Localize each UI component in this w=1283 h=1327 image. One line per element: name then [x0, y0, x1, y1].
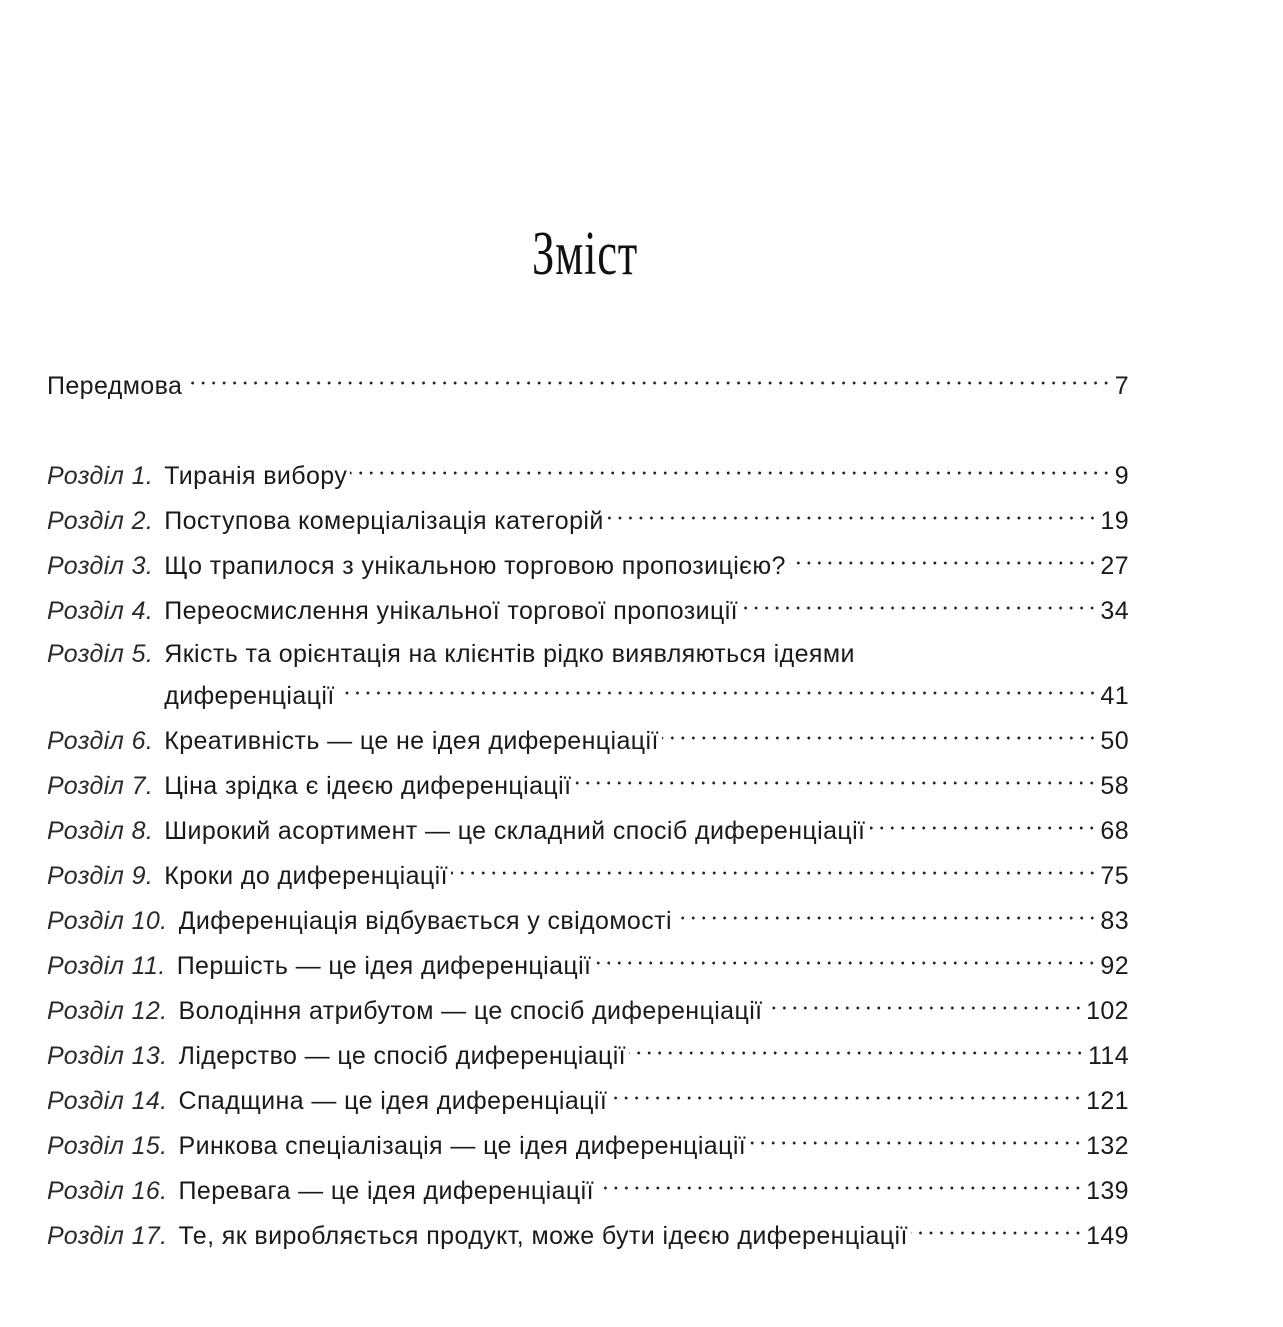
chapter-title: Поступова комерціалізація категорій: [164, 507, 604, 535]
chapter-label: Розділ 9.: [47, 862, 154, 890]
chapter-label: Розділ 6.: [47, 727, 154, 755]
toc-entry-chapter-7[interactable]: [47, 764, 1129, 809]
chapter-title: Те, як виробляється продукт, може бути ідеєю диференціації: [178, 1222, 908, 1250]
dot-leader: [675, 913, 1097, 923]
toc-entry-chapter-8[interactable]: [47, 809, 1129, 854]
chapter-label: Розділ 7.: [47, 772, 154, 800]
toc-entry-chapter-14[interactable]: [47, 1079, 1129, 1124]
chapter-title: Тиранія вибору: [164, 462, 348, 490]
table-of-contents: [47, 364, 1129, 1259]
chapter-page: 121: [1086, 1087, 1129, 1115]
chapter-title: Кроки до диференціації: [164, 862, 448, 890]
chapter-page: 27: [1100, 552, 1129, 580]
toc-entry-chapter-1[interactable]: [47, 454, 1129, 499]
chapter-page: 9: [1114, 462, 1129, 490]
dot-leader: [594, 958, 1097, 968]
dot-leader: [574, 778, 1097, 788]
chapter-title: Ціна зрідка є ідеєю диференціації: [164, 772, 572, 800]
dot-leader: [350, 468, 1111, 478]
dot-leader: [741, 603, 1097, 613]
dot-leader: [911, 1228, 1083, 1238]
toc-entry-chapter-3[interactable]: [47, 544, 1129, 589]
chapter-title: Володіння атрибутом — це спосіб диференціації: [178, 997, 763, 1025]
chapter-title: Спадщина — це ідея диференціації: [178, 1087, 608, 1115]
toc-entry-chapter-15[interactable]: [47, 1124, 1129, 1169]
dot-leader: [597, 1183, 1083, 1193]
chapter-title: Першість — це ідея диференціації: [176, 952, 592, 980]
toc-entry-chapter-4[interactable]: [47, 589, 1129, 634]
chapter-label: Розділ 14.: [47, 1087, 168, 1115]
chapter-title-line-1: Якість та орієнтація на клієнтів рідко виявляються ідеями: [164, 640, 855, 668]
dot-leader: [607, 513, 1098, 523]
chapter-label: Розділ 4.: [47, 597, 154, 625]
chapter-page: 19: [1100, 507, 1129, 535]
chapter-label: Розділ 16.: [47, 1177, 168, 1205]
dot-leader: [766, 1003, 1084, 1013]
chapter-page: 132: [1086, 1132, 1129, 1160]
chapter-page: 34: [1100, 597, 1129, 625]
chapter-page: 139: [1086, 1177, 1129, 1205]
chapter-label: Розділ 13.: [47, 1042, 168, 1070]
chapter-title-line-2: диференціації: [164, 682, 335, 710]
chapter-page: 83: [1100, 907, 1129, 935]
chapter-label: Розділ 15.: [47, 1132, 168, 1160]
chapter-page: 75: [1100, 862, 1129, 890]
dot-leader: [789, 558, 1098, 568]
toc-entry-chapter-16[interactable]: [47, 1169, 1129, 1214]
page-title: Зміст: [532, 220, 638, 288]
toc-entry-chapter-17[interactable]: [47, 1214, 1129, 1259]
toc-entry-chapter-2[interactable]: [47, 499, 1129, 544]
toc-entry-chapter-6[interactable]: [47, 719, 1129, 764]
toc-entry-chapter-5-line-1[interactable]: [47, 634, 1129, 674]
toc-entry-chapter-9[interactable]: [47, 854, 1129, 899]
dot-leader: [629, 1048, 1085, 1058]
chapter-title: Що трапилося з унікальною торговою пропозицією?: [164, 552, 786, 580]
chapter-page: 102: [1086, 997, 1129, 1025]
chapter-title: Перевага — це ідея диференціації: [178, 1177, 594, 1205]
dot-leader: [749, 1138, 1083, 1148]
dot-leader: [338, 688, 1098, 698]
chapter-title: Диференціація відбувається у свідомості: [178, 907, 672, 935]
chapter-page: 58: [1100, 772, 1129, 800]
chapter-title: Лідерство — це спосіб диференціації: [178, 1042, 627, 1070]
chapter-page: 149: [1086, 1222, 1129, 1250]
chapter-label: Розділ 2.: [47, 507, 154, 535]
toc-entry-preface[interactable]: [47, 364, 1129, 409]
toc-entry-page: 7: [1114, 372, 1129, 400]
chapter-title: Креативність — це не ідея диференціації: [164, 727, 659, 755]
chapter-label: Розділ 1.: [47, 462, 154, 490]
chapter-label: Розділ 12.: [47, 997, 168, 1025]
toc-entry-chapter-13[interactable]: [47, 1034, 1129, 1079]
dot-leader: [451, 868, 1097, 878]
chapter-label: Розділ 5.: [47, 640, 154, 668]
chapter-title: Переосмислення унікальної торгової пропозиції: [164, 597, 739, 625]
chapter-label: Розділ 3.: [47, 552, 154, 580]
dot-leader: [662, 733, 1098, 743]
chapter-page: 92: [1100, 952, 1129, 980]
chapter-label: Розділ 11.: [47, 952, 166, 980]
chapter-page: 50: [1100, 727, 1129, 755]
chapter-title: Широкий асортимент — це складний спосіб диференціації: [164, 817, 866, 845]
chapter-label: Розділ 17.: [47, 1222, 168, 1250]
dot-leader: [610, 1093, 1083, 1103]
chapter-page: 114: [1087, 1042, 1129, 1070]
toc-entry-chapter-5-line-2[interactable]: [47, 674, 1129, 719]
toc-entry-chapter-10[interactable]: [47, 899, 1129, 944]
toc-entry-chapter-12[interactable]: [47, 989, 1129, 1034]
chapter-page: 68: [1100, 817, 1129, 845]
dot-leader: [185, 378, 1111, 388]
chapter-label: Розділ 8.: [47, 817, 154, 845]
chapter-label: Розділ 10.: [47, 907, 168, 935]
chapter-page: 41: [1100, 682, 1129, 710]
dot-leader: [868, 823, 1097, 833]
chapter-title: Ринкова спеціалізація — це ідея диференціації: [178, 1132, 747, 1160]
toc-entry-chapter-11[interactable]: [47, 944, 1129, 989]
toc-entry-title: Передмова: [47, 372, 183, 400]
